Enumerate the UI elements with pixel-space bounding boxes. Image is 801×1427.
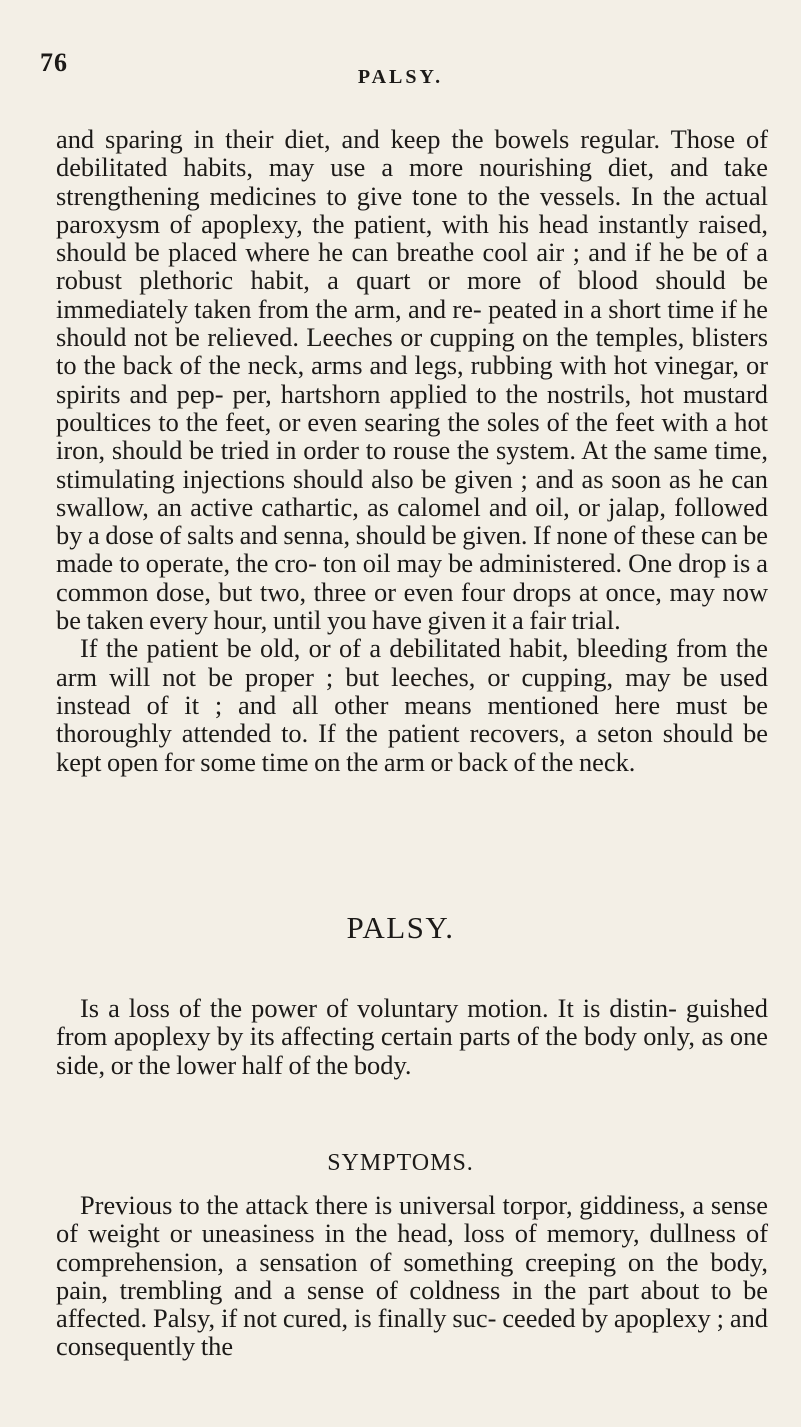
paragraph-treatment: and sparing in their diet, and keep the bowels regular. Those of debilitated habits, may use a more nourishing diet, and take strengthening medicines to give tone to the vessels. In the actual paroxysm of apoplexy, the patient, with his head instantly raised, should be placed where he can breathe cool air ; and if he be of a robust plethoric habit, a quart or more of blood should be immediately taken from the arm, and re- peated in a short time if he should not be relieved. Leeches or cupping on the temples, blisters to the back of the neck, arms and legs, rubbing with hot vinegar, or spirits and pep- per, hartshorn applied to the nostrils, hot mustard poultices to the feet, or even searing the soles of the feet with a hot iron, should be tried in order to rouse the system. At the same time, stimulating injections should also be given ; and as soon as he can swallow, an active cathartic, as calomel and oil, or jalap, followed by a dose of salts and senna, should be given. If none of these can be made to operate, the cro- ton oil may be administered. One drop is a common dose, but two, three or even four drops at once, may now be taken every hour, until you have given it a fair trial.	[56, 124, 768, 636]
page-number: 76	[40, 48, 68, 77]
running-head: PALSY.	[357, 66, 444, 88]
palsy-definition-text	[56, 994, 768, 1079]
symptoms-text	[56, 1191, 768, 1361]
paragraph-symptoms: Previous to the attack there is universal torpor, giddiness, a sense of weight or uneasiness in the head, loss of memory, dullness of comprehension, a sensation of something creeping on the body, pain, trembling and a sense of coldness in the part about to be affected. Palsy, if not cured, is finally suc- ceeded by apoplexy ; and consequently the	[56, 1190, 768, 1362]
paragraph-definition: Is a loss of the power of voluntary motion. It is distin- guished from apoplexy by its affecting certain parts of the body only, as one side, or the lower half of the body.	[56, 993, 768, 1080]
section-title: PALSY.	[346, 910, 455, 945]
paragraph-old-patients: If the patient be old, or of a debilitated habit, bleeding from the arm will not be proper ; but leeches, or cupping, may be used instead of it ; and all other means mentioned here must be thoroughly attended to. If the patient recovers, a seton should be kept open for some time on the arm or back of the neck.	[56, 633, 768, 777]
symptoms-heading: SYMPTOMS.	[327, 1150, 474, 1176]
apoplexy-treatment-text	[56, 125, 768, 776]
